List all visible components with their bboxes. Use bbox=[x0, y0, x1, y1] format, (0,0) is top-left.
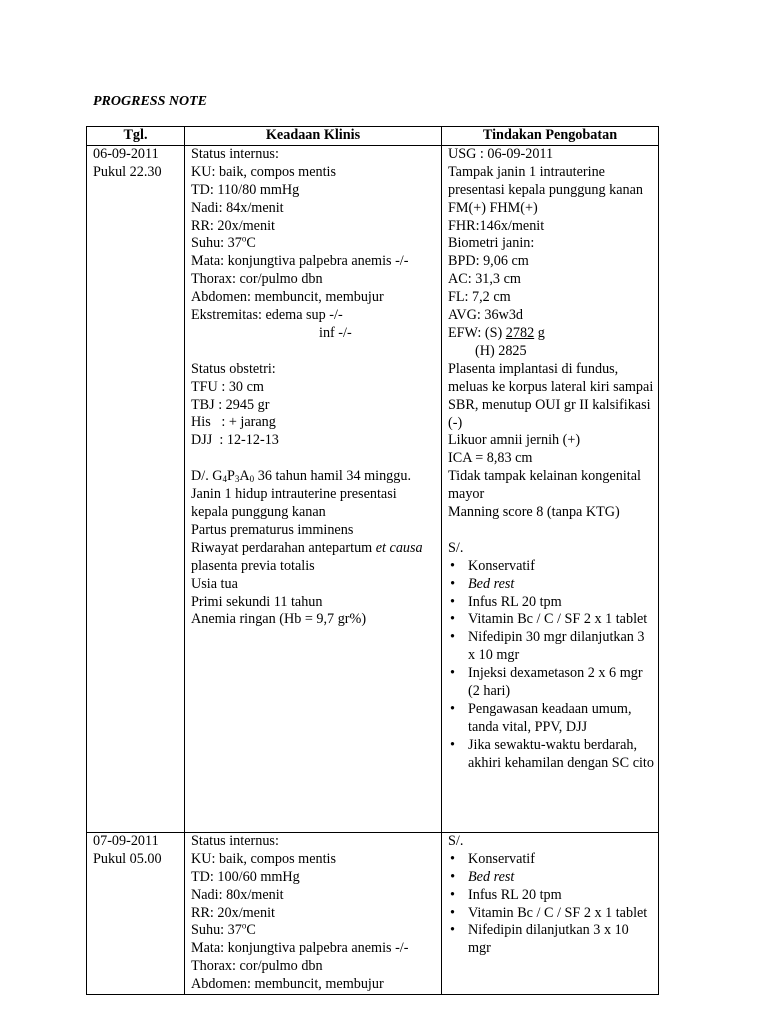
clinical-line: Mata: konjungtiva palpebra anemis -/- bbox=[191, 940, 409, 957]
usg-line: Biometri janin: bbox=[448, 235, 535, 252]
table-header-row bbox=[87, 127, 659, 146]
usg-line: Plasenta implantasi di fundus, meluas ke korpus lateral kiri sampai SBR, menutup OUI gr II kalsifikasi (-) bbox=[448, 360, 654, 431]
obstetri-line: DJJ : 12-12-13 bbox=[191, 432, 279, 449]
diagnosis-line: Partus prematurus imminens bbox=[191, 521, 354, 538]
clinical-cell bbox=[185, 145, 442, 832]
table-row bbox=[87, 832, 659, 994]
list-item: • Vitamin Bc / C / SF 2 x 1 tablet bbox=[448, 905, 654, 923]
usg-line: USG : 06-09-2011 bbox=[448, 145, 554, 162]
clinical-line: inf -/- bbox=[319, 324, 352, 341]
plan-header: S/. bbox=[448, 539, 464, 556]
diagnosis-line: Primi sekundi 11 tahun bbox=[191, 593, 323, 610]
list-item: • Konservatif bbox=[448, 558, 654, 576]
clinical-line: KU: baik, compos mentis bbox=[191, 850, 337, 867]
usg-line: Manning score 8 (tanpa KTG) bbox=[448, 504, 620, 521]
suhu-line: Suhu: 37$^o$C bbox=[191, 920, 256, 939]
diagnosis-line: Janin 1 hidup intrauterine presentasi kepala punggung kanan bbox=[191, 486, 397, 520]
list-item: • Bed rest bbox=[448, 869, 654, 887]
efw-line: EFW: (S) 2782 g bbox=[448, 324, 545, 341]
clinical-line: Status internus: bbox=[191, 145, 279, 162]
list-item: • Jika sewaktu-waktu berdarah, akhiri kehamilan dengan SC cito bbox=[448, 737, 654, 773]
treatment-cell bbox=[442, 832, 659, 994]
list-item: • Bed rest bbox=[448, 576, 654, 594]
usg-line: Tidak tampak kelainan kongenital mayor bbox=[448, 468, 641, 503]
usg-line: ICA = 8,83 cm bbox=[448, 450, 533, 467]
usg-line: Tampak janin 1 intrauterine presentasi kepala punggung kanan bbox=[448, 163, 644, 198]
date-cell bbox=[87, 145, 185, 832]
list-item: • Injeksi dexametason 2 x 6 mgr (2 hari) bbox=[448, 665, 654, 701]
treatment-cell bbox=[442, 145, 659, 832]
list-item: • Pengawasan keadaan umum, tanda vital, PPV, DJJ bbox=[448, 701, 654, 737]
progress-note-table bbox=[86, 126, 659, 995]
row-date: 07-09-2011 bbox=[93, 832, 159, 849]
clinical-line: RR: 20x/menit bbox=[191, 217, 275, 234]
plan-header: S/. bbox=[448, 832, 464, 849]
clinical-line: Thorax: cor/pulmo dbn bbox=[191, 271, 323, 288]
obstetri-line: TFU : 30 cm bbox=[191, 378, 264, 395]
diagnosis-line: D/. $G_4P_3A_0$ 36 tahun hamil 34 minggu. bbox=[191, 468, 412, 485]
clinical-line: TD: 100/60 mmHg bbox=[191, 868, 300, 885]
usg-line: FM(+) FHM(+) bbox=[448, 199, 538, 216]
usg-line: BPD: 9,06 cm bbox=[448, 253, 529, 270]
row-time: Pukul 05.00 bbox=[93, 850, 162, 867]
list-item: • Infus RL 20 tpm bbox=[448, 887, 654, 905]
efw-h-line: (H) 2825 bbox=[475, 342, 527, 359]
clinical-line: Ekstremitas: edema sup -/- bbox=[191, 307, 343, 324]
list-item: • Nifedipin dilanjutkan 3 x 10 mgr bbox=[448, 922, 654, 958]
clinical-cell bbox=[185, 832, 442, 994]
usg-line: AC: 31,3 cm bbox=[448, 271, 521, 288]
clinical-line: Mata: konjungtiva palpebra anemis -/- bbox=[191, 253, 409, 270]
clinical-line: KU: baik, compos mentis bbox=[191, 163, 337, 180]
clinical-line: Thorax: cor/pulmo dbn bbox=[191, 958, 323, 975]
list-item: • Vitamin Bc / C / SF 2 x 1 tablet bbox=[448, 611, 654, 629]
row-date: 06-09-2011 bbox=[93, 145, 159, 162]
plan-list bbox=[448, 851, 654, 958]
list-item: • Konservatif bbox=[448, 851, 654, 869]
usg-line: AVG: 36w3d bbox=[448, 307, 524, 324]
date-cell bbox=[87, 832, 185, 994]
diagnosis-line: Usia tua bbox=[191, 575, 238, 592]
usg-line: Likuor amnii jernih (+) bbox=[448, 432, 581, 449]
obstetri-line: His : + jarang bbox=[191, 414, 276, 431]
plan-list bbox=[448, 558, 654, 773]
clinical-line: Status internus: bbox=[191, 832, 279, 849]
usg-line: FL: 7,2 cm bbox=[448, 289, 511, 306]
suhu-line: Suhu: 37$^o$C bbox=[191, 233, 256, 252]
header-date: Tgl. bbox=[87, 127, 185, 146]
clinical-line: Nadi: 84x/menit bbox=[191, 199, 284, 216]
table-row bbox=[87, 145, 659, 832]
clinical-line: Abdomen: membuncit, membujur bbox=[191, 289, 384, 306]
diagnosis-line: Anemia ringan (Hb = 9,7 gr%) bbox=[191, 611, 367, 628]
clinical-line: RR: 20x/menit bbox=[191, 904, 275, 921]
header-treatment: Tindakan Pengobatan bbox=[442, 127, 659, 146]
list-item: • Nifedipin 30 mgr dilanjutkan 3 x 10 mgr bbox=[448, 629, 654, 665]
row-time: Pukul 22.30 bbox=[93, 163, 162, 180]
page-title: PROGRESS NOTE bbox=[93, 94, 207, 109]
clinical-line: Nadi: 80x/menit bbox=[191, 886, 284, 903]
clinical-line: Abdomen: membuncit, membujur bbox=[191, 976, 384, 993]
header-clinical: Keadaan Klinis bbox=[185, 127, 442, 146]
clinical-line: TD: 110/80 mmHg bbox=[191, 181, 300, 198]
obstetri-line: Status obstetri: bbox=[191, 360, 276, 377]
usg-line: FHR:146x/menit bbox=[448, 217, 545, 234]
diagnosis-line: Riwayat perdarahan antepartum et causa plasenta previa totalis bbox=[191, 539, 423, 574]
list-item: • Infus RL 20 tpm bbox=[448, 594, 654, 612]
obstetri-line: TBJ : 2945 gr bbox=[191, 396, 270, 413]
